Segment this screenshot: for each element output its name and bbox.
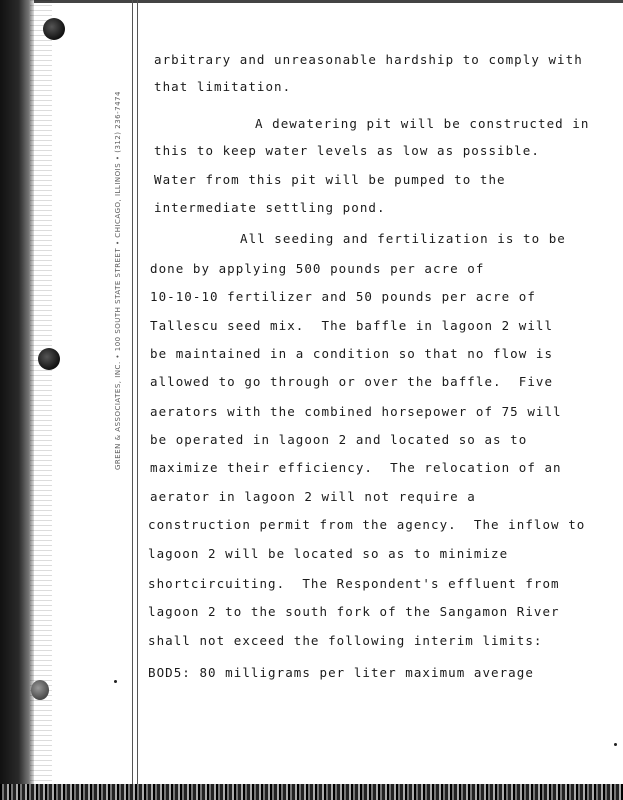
text-line: BOD5: 80 milligrams per liter maximum average bbox=[148, 665, 534, 680]
text-line: intermediate settling pond. bbox=[154, 200, 386, 215]
text-line: this to keep water levels as low as possible. bbox=[154, 143, 540, 158]
text-line: done by applying 500 pounds per acre of bbox=[150, 261, 485, 276]
margin-rule-left bbox=[132, 0, 133, 784]
binder-hole-bottom bbox=[31, 680, 49, 700]
text-line: All seeding and fertilization is to be bbox=[240, 231, 566, 246]
text-line: construction permit from the agency. The inflow to bbox=[148, 517, 586, 532]
text-line: Water from this pit will be pumped to the bbox=[154, 172, 506, 187]
text-line: 10-10-10 fertilizer and 50 pounds per acre of bbox=[150, 289, 536, 304]
text-line: that limitation. bbox=[154, 79, 292, 94]
margin-stamp-text: GREEN & ASSOCIATES, INC. • 100 SOUTH STATE STREET • CHICAGO, ILLINOIS • (312) 236-7474 bbox=[114, 91, 122, 470]
scan-bottom-edge bbox=[0, 784, 623, 800]
margin-rule-right bbox=[137, 0, 138, 784]
text-line: shall not exceed the following interim limits: bbox=[148, 633, 543, 648]
text-line: be maintained in a condition so that no flow is bbox=[150, 346, 554, 361]
text-line: allowed to go through or over the baffle. Five bbox=[150, 374, 554, 389]
text-line: arbitrary and unreasonable hardship to comply with bbox=[154, 52, 583, 67]
text-line: maximize their efficiency. The relocation of an bbox=[150, 460, 562, 475]
text-line: aerators with the combined horsepower of 75 will bbox=[150, 404, 562, 419]
text-line: lagoon 2 to the south fork of the Sangamon River bbox=[148, 604, 560, 619]
text-line: lagoon 2 will be located so as to minimize bbox=[148, 546, 509, 561]
speck bbox=[114, 680, 117, 683]
binder-hole-top bbox=[43, 18, 65, 40]
text-line: be operated in lagoon 2 and located so as to bbox=[150, 432, 528, 447]
binder-hole-middle bbox=[38, 348, 60, 370]
scan-left-shadow bbox=[0, 0, 34, 800]
speck bbox=[614, 743, 617, 746]
scan-top-edge bbox=[0, 0, 623, 3]
text-line: aerator in lagoon 2 will not require a bbox=[150, 489, 476, 504]
text-line: A dewatering pit will be constructed in bbox=[255, 116, 590, 131]
text-line: shortcircuiting. The Respondent's effluent from bbox=[148, 576, 560, 591]
text-line: Tallescu seed mix. The baffle in lagoon 2 will bbox=[150, 318, 554, 333]
